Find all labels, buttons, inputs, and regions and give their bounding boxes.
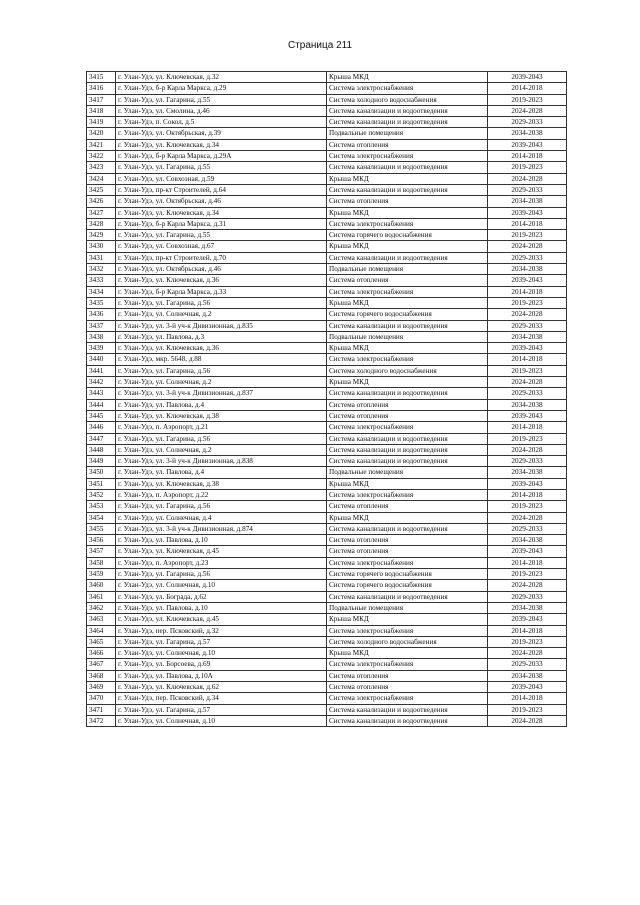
address-cell: г. Улан-Удэ, ул. Солнечная, д.2 xyxy=(116,377,327,388)
row-number: 3418 xyxy=(87,105,116,116)
system-cell: Система канализации и водоотведения xyxy=(327,252,488,263)
address-cell: г. Улан-Удэ, ул. Павлова, д.4 xyxy=(116,399,327,410)
table-row xyxy=(87,207,567,218)
address-cell: г. Улан-Удэ, мкр. 5648, д.88 xyxy=(116,354,327,365)
period-cell: 2034-2038 xyxy=(488,670,567,681)
row-number: 3463 xyxy=(87,614,116,625)
row-number: 3469 xyxy=(87,682,116,693)
address-cell: г. Улан-Удэ, ул. Борсоева, д.69 xyxy=(116,659,327,670)
period-cell: 2024-2028 xyxy=(488,241,567,252)
table-row xyxy=(87,151,567,162)
address-cell: г. Улан-Удэ, ул. Ключевская, д.32 xyxy=(116,72,327,83)
address-cell: г. Улан-Удэ, пер. Псковский, д.34 xyxy=(116,693,327,704)
address-cell: г. Улан-Удэ, ул. Ключевская, д.38 xyxy=(116,478,327,489)
table-row xyxy=(87,230,567,241)
period-cell: 2019-2023 xyxy=(488,501,567,512)
row-number: 3447 xyxy=(87,433,116,444)
system-cell: Крыша МКД xyxy=(327,241,488,252)
period-cell: 2029-2033 xyxy=(488,523,567,534)
system-cell: Подвальные помещения xyxy=(327,602,488,613)
table-row xyxy=(87,444,567,455)
period-cell: 2019-2023 xyxy=(488,365,567,376)
system-cell: Система канализации и водоотведения xyxy=(327,523,488,534)
row-number: 3440 xyxy=(87,354,116,365)
address-cell: г. Улан-Удэ, ул. Солнечная, д.10 xyxy=(116,715,327,726)
period-cell: 2029-2033 xyxy=(488,117,567,128)
row-number: 3427 xyxy=(87,207,116,218)
row-number: 3432 xyxy=(87,264,116,275)
address-cell: г. Улан-Удэ, ул. Павлова, д.3 xyxy=(116,331,327,342)
address-cell: г. Улан-Удэ, ул. Солнечная, д.2 xyxy=(116,444,327,455)
row-number: 3454 xyxy=(87,512,116,523)
table-row xyxy=(87,625,567,636)
table-row xyxy=(87,218,567,229)
address-cell: г. Улан-Удэ, п. Аэропорт, д.21 xyxy=(116,422,327,433)
system-cell: Система отопления xyxy=(327,670,488,681)
system-cell: Система отопления xyxy=(327,196,488,207)
period-cell: 2034-2038 xyxy=(488,399,567,410)
system-cell: Система электроснабжения xyxy=(327,489,488,500)
period-cell: 2019-2023 xyxy=(488,230,567,241)
table-row xyxy=(87,648,567,659)
row-number: 3449 xyxy=(87,456,116,467)
period-cell: 2039-2043 xyxy=(488,275,567,286)
table-row xyxy=(87,569,567,580)
system-cell: Крыша МКД xyxy=(327,207,488,218)
table-row xyxy=(87,535,567,546)
page-title: Страница 211 xyxy=(287,40,353,51)
system-cell: Система электроснабжения xyxy=(327,151,488,162)
period-cell: 2014-2018 xyxy=(488,489,567,500)
table-body xyxy=(87,72,567,727)
system-cell: Система горячего водоснабжения xyxy=(327,569,488,580)
table-row xyxy=(87,591,567,602)
system-cell: Система электроснабжения xyxy=(327,83,488,94)
system-cell: Крыша МКД xyxy=(327,648,488,659)
address-cell: г. Улан-Удэ, ул. Солнечная, д.2 xyxy=(116,309,327,320)
table-row xyxy=(87,614,567,625)
system-cell: Система электроснабжения xyxy=(327,422,488,433)
table-row xyxy=(87,388,567,399)
row-number: 3456 xyxy=(87,535,116,546)
row-number: 3458 xyxy=(87,557,116,568)
period-cell: 2019-2023 xyxy=(488,704,567,715)
address-cell: г. Улан-Удэ, б-р Карла Маркса, д.29А xyxy=(116,151,327,162)
period-cell: 2034-2038 xyxy=(488,535,567,546)
table-row xyxy=(87,422,567,433)
row-number: 3459 xyxy=(87,569,116,580)
table-row xyxy=(87,241,567,252)
address-cell: г. Улан-Удэ, п. Сокол, д.5 xyxy=(116,117,327,128)
table-row xyxy=(87,83,567,94)
table-row xyxy=(87,320,567,331)
system-cell: Система канализации и водоотведения xyxy=(327,433,488,444)
table-row xyxy=(87,704,567,715)
table-row xyxy=(87,354,567,365)
row-number: 3422 xyxy=(87,151,116,162)
row-number: 3424 xyxy=(87,173,116,184)
system-cell: Система канализации и водоотведения xyxy=(327,105,488,116)
period-cell: 2024-2028 xyxy=(488,377,567,388)
system-cell: Система отопления xyxy=(327,501,488,512)
address-cell: г. Улан-Удэ, пер. Псковский, д.32 xyxy=(116,625,327,636)
row-number: 3417 xyxy=(87,94,116,105)
period-cell: 2034-2038 xyxy=(488,467,567,478)
row-number: 3437 xyxy=(87,320,116,331)
address-cell: г. Улан-Удэ, ул. Ключевская, д.34 xyxy=(116,139,327,150)
period-cell: 2014-2018 xyxy=(488,151,567,162)
address-cell: г. Улан-Удэ, ул. 3-й уч-к Дивизионная, д.874 xyxy=(116,523,327,534)
system-cell: Система электроснабжения xyxy=(327,693,488,704)
table-row xyxy=(87,478,567,489)
table-row xyxy=(87,365,567,376)
address-cell: г. Улан-Удэ, ул. Ключевская, д.36 xyxy=(116,275,327,286)
table-row xyxy=(87,682,567,693)
address-cell: г. Улан-Удэ, п. Аэропорт, д.23 xyxy=(116,557,327,568)
period-cell: 2019-2023 xyxy=(488,94,567,105)
period-cell: 2014-2018 xyxy=(488,557,567,568)
table-row xyxy=(87,252,567,263)
row-number: 3436 xyxy=(87,309,116,320)
system-cell: Система отопления xyxy=(327,275,488,286)
period-cell: 2029-2033 xyxy=(488,320,567,331)
row-number: 3444 xyxy=(87,399,116,410)
period-cell: 2024-2028 xyxy=(488,309,567,320)
system-cell: Подвальные помещения xyxy=(327,128,488,139)
period-cell: 2034-2038 xyxy=(488,264,567,275)
period-cell: 2014-2018 xyxy=(488,354,567,365)
table-row xyxy=(87,467,567,478)
system-cell: Система канализации и водоотведения xyxy=(327,162,488,173)
period-cell: 2034-2038 xyxy=(488,602,567,613)
table-row xyxy=(87,399,567,410)
system-cell: Система холодного водоснабжения xyxy=(327,94,488,105)
system-cell: Система электроснабжения xyxy=(327,659,488,670)
address-cell: г. Улан-Удэ, б-р Карла Маркса, д.33 xyxy=(116,286,327,297)
system-cell: Крыша МКД xyxy=(327,72,488,83)
address-cell: г. Улан-Удэ, ул. Ключевская, д.45 xyxy=(116,546,327,557)
table-row xyxy=(87,433,567,444)
system-cell: Подвальные помещения xyxy=(327,264,488,275)
system-cell: Система холодного водоснабжения xyxy=(327,636,488,647)
system-cell: Система горячего водоснабжения xyxy=(327,230,488,241)
table-row xyxy=(87,580,567,591)
address-cell: г. Улан-Удэ, ул. Павлова, д.10 xyxy=(116,535,327,546)
system-cell: Крыша МКД xyxy=(327,343,488,354)
system-cell: Система горячего водоснабжения xyxy=(327,309,488,320)
period-cell: 2029-2033 xyxy=(488,456,567,467)
table-row xyxy=(87,309,567,320)
period-cell: 2029-2033 xyxy=(488,388,567,399)
table-row xyxy=(87,512,567,523)
system-cell: Подвальные помещения xyxy=(327,467,488,478)
address-cell: г. Улан-Удэ, ул. Гагарина, д.55 xyxy=(116,94,327,105)
period-cell: 2029-2033 xyxy=(488,252,567,263)
period-cell: 2024-2028 xyxy=(488,580,567,591)
system-cell: Система отопления xyxy=(327,139,488,150)
table-row xyxy=(87,410,567,421)
table-row xyxy=(87,105,567,116)
row-number: 3434 xyxy=(87,286,116,297)
row-number: 3472 xyxy=(87,715,116,726)
period-cell: 2019-2023 xyxy=(488,636,567,647)
system-cell: Крыша МКД xyxy=(327,173,488,184)
system-cell: Система электроснабжения xyxy=(327,354,488,365)
table-row xyxy=(87,501,567,512)
row-number: 3415 xyxy=(87,72,116,83)
address-cell: г. Улан-Удэ, ул. Гагарина, д.55 xyxy=(116,162,327,173)
table-row xyxy=(87,523,567,534)
period-cell: 2014-2018 xyxy=(488,693,567,704)
address-cell: г. Улан-Удэ, ул. Октябрьская, д.46 xyxy=(116,264,327,275)
table-row xyxy=(87,72,567,83)
system-cell: Крыша МКД xyxy=(327,377,488,388)
row-number: 3452 xyxy=(87,489,116,500)
system-cell: Система канализации и водоотведения xyxy=(327,184,488,195)
period-cell: 2014-2018 xyxy=(488,422,567,433)
row-number: 3460 xyxy=(87,580,116,591)
system-cell: Система канализации и водоотведения xyxy=(327,591,488,602)
address-cell: г. Улан-Удэ, ул. Гагарина, д.57 xyxy=(116,636,327,647)
period-cell: 2029-2033 xyxy=(488,591,567,602)
row-number: 3455 xyxy=(87,523,116,534)
table-row xyxy=(87,693,567,704)
period-cell: 2024-2028 xyxy=(488,105,567,116)
address-cell: г. Улан-Удэ, ул. 3-й уч-к Дивизионная, д.837 xyxy=(116,388,327,399)
address-cell: г. Улан-Удэ, ул. Павлова, д.10 xyxy=(116,602,327,613)
system-cell: Крыша МКД xyxy=(327,512,488,523)
period-cell: 2014-2018 xyxy=(488,625,567,636)
system-cell: Крыша МКД xyxy=(327,478,488,489)
table-row xyxy=(87,286,567,297)
address-cell: г. Улан-Удэ, ул. Совхозная, д.67 xyxy=(116,241,327,252)
address-cell: г. Улан-Удэ, ул. Павлова, д.10А xyxy=(116,670,327,681)
table-row xyxy=(87,117,567,128)
period-cell: 2024-2028 xyxy=(488,648,567,659)
row-number: 3467 xyxy=(87,659,116,670)
address-cell: г. Улан-Удэ, ул. Павлова, д.4 xyxy=(116,467,327,478)
table-row xyxy=(87,456,567,467)
row-number: 3445 xyxy=(87,410,116,421)
system-cell: Система электроснабжения xyxy=(327,286,488,297)
row-number: 3429 xyxy=(87,230,116,241)
system-cell: Крыша МКД xyxy=(327,614,488,625)
system-cell: Система электроснабжения xyxy=(327,557,488,568)
address-cell: г. Улан-Удэ, ул. Ключевская, д.34 xyxy=(116,207,327,218)
address-cell: г. Улан-Удэ, ул. 3-й уч-к Дивизионная, д.838 xyxy=(116,456,327,467)
row-number: 3466 xyxy=(87,648,116,659)
system-cell: Система отопления xyxy=(327,399,488,410)
system-cell: Система отопления xyxy=(327,535,488,546)
address-cell: г. Улан-Удэ, ул. Гагарина, д.56 xyxy=(116,365,327,376)
period-cell: 2039-2043 xyxy=(488,343,567,354)
system-cell: Крыша МКД xyxy=(327,297,488,308)
period-cell: 2039-2043 xyxy=(488,682,567,693)
address-cell: г. Улан-Удэ, ул. Ключевская, д.36 xyxy=(116,343,327,354)
address-cell: г. Улан-Удэ, ул. Смолина, д.46 xyxy=(116,105,327,116)
address-cell: г. Улан-Удэ, ул. Гагарина, д.55 xyxy=(116,230,327,241)
address-cell: г. Улан-Удэ, ул. Совхозная, д.59 xyxy=(116,173,327,184)
table-row xyxy=(87,162,567,173)
period-cell: 2029-2033 xyxy=(488,659,567,670)
address-cell: г. Улан-Удэ, ул. Гагарина, д.57 xyxy=(116,704,327,715)
system-cell: Система электроснабжения xyxy=(327,218,488,229)
table-row xyxy=(87,602,567,613)
row-number: 3471 xyxy=(87,704,116,715)
row-number: 3420 xyxy=(87,128,116,139)
address-cell: г. Улан-Удэ, ул. Ключевская, д.62 xyxy=(116,682,327,693)
period-cell: 2039-2043 xyxy=(488,139,567,150)
period-cell: 2014-2018 xyxy=(488,218,567,229)
table-row xyxy=(87,546,567,557)
address-cell: г. Улан-Удэ, ул. Октябрьская, д.39 xyxy=(116,128,327,139)
period-cell: 2039-2043 xyxy=(488,614,567,625)
address-cell: г. Улан-Удэ, ул. Гагарина, д.56 xyxy=(116,501,327,512)
table-row xyxy=(87,670,567,681)
row-number: 3468 xyxy=(87,670,116,681)
table-row xyxy=(87,557,567,568)
table-row xyxy=(87,377,567,388)
row-number: 3451 xyxy=(87,478,116,489)
system-cell: Система отопления xyxy=(327,546,488,557)
period-cell: 2019-2023 xyxy=(488,162,567,173)
period-cell: 2024-2028 xyxy=(488,444,567,455)
table-row xyxy=(87,196,567,207)
period-cell: 2039-2043 xyxy=(488,478,567,489)
table-row xyxy=(87,275,567,286)
row-number: 3442 xyxy=(87,377,116,388)
period-cell: 2024-2028 xyxy=(488,715,567,726)
row-number: 3419 xyxy=(87,117,116,128)
period-cell: 2019-2023 xyxy=(488,297,567,308)
row-number: 3470 xyxy=(87,693,116,704)
period-cell: 2024-2028 xyxy=(488,512,567,523)
row-number: 3433 xyxy=(87,275,116,286)
period-cell: 2019-2023 xyxy=(488,569,567,580)
row-number: 3450 xyxy=(87,467,116,478)
row-number: 3428 xyxy=(87,218,116,229)
row-number: 3421 xyxy=(87,139,116,150)
system-cell: Система канализации и водоотведения xyxy=(327,456,488,467)
system-cell: Система канализации и водоотведения xyxy=(327,320,488,331)
period-cell: 2014-2018 xyxy=(488,286,567,297)
address-cell: г. Улан-Удэ, ул. Гагарина, д.56 xyxy=(116,569,327,580)
table-row xyxy=(87,139,567,150)
address-cell: г. Улан-Удэ, ул. Гагарина, д.56 xyxy=(116,297,327,308)
row-number: 3462 xyxy=(87,602,116,613)
table-row xyxy=(87,297,567,308)
period-cell: 2029-2033 xyxy=(488,184,567,195)
row-number: 3441 xyxy=(87,365,116,376)
table-row xyxy=(87,264,567,275)
table-row xyxy=(87,128,567,139)
address-cell: г. Улан-Удэ, ул. 3-й уч-к Дивизионная, д.835 xyxy=(116,320,327,331)
period-cell: 2034-2038 xyxy=(488,331,567,342)
address-cell: г. Улан-Удэ, ул. Солнечная, д.4 xyxy=(116,512,327,523)
system-cell: Система канализации и водоотведения xyxy=(327,444,488,455)
row-number: 3464 xyxy=(87,625,116,636)
period-cell: 2039-2043 xyxy=(488,546,567,557)
table-row xyxy=(87,173,567,184)
address-cell: г. Улан-Удэ, ул. Солнечная, д.10 xyxy=(116,580,327,591)
system-cell: Система канализации и водоотведения xyxy=(327,388,488,399)
row-number: 3443 xyxy=(87,388,116,399)
table-row xyxy=(87,94,567,105)
address-cell: г. Улан-Удэ, п. Аэропорт, д.22 xyxy=(116,489,327,500)
row-number: 3416 xyxy=(87,83,116,94)
row-number: 3423 xyxy=(87,162,116,173)
row-number: 3448 xyxy=(87,444,116,455)
address-cell: г. Улан-Удэ, ул. Солнечная, д.10 xyxy=(116,648,327,659)
row-number: 3438 xyxy=(87,331,116,342)
address-cell: г. Улан-Удэ, ул. Гагарина, д.56 xyxy=(116,433,327,444)
row-number: 3430 xyxy=(87,241,116,252)
period-cell: 2039-2043 xyxy=(488,72,567,83)
address-cell: г. Улан-Удэ, пр-кт Строителей, д.64 xyxy=(116,184,327,195)
row-number: 3465 xyxy=(87,636,116,647)
system-cell: Система канализации и водоотведения xyxy=(327,117,488,128)
system-cell: Система отопления xyxy=(327,682,488,693)
row-number: 3461 xyxy=(87,591,116,602)
system-cell: Система горячего водоснабжения xyxy=(327,580,488,591)
period-cell: 2014-2018 xyxy=(488,83,567,94)
period-cell: 2034-2038 xyxy=(488,128,567,139)
row-number: 3426 xyxy=(87,196,116,207)
table-row xyxy=(87,715,567,726)
system-cell: Подвальные помещения xyxy=(327,331,488,342)
table-row xyxy=(87,489,567,500)
period-cell: 2034-2038 xyxy=(488,196,567,207)
address-cell: г. Улан-Удэ, пр-кт Строителей, д.70 xyxy=(116,252,327,263)
system-cell: Система канализации и водоотведения xyxy=(327,715,488,726)
table-row xyxy=(87,659,567,670)
table-row xyxy=(87,184,567,195)
row-number: 3453 xyxy=(87,501,116,512)
row-number: 3435 xyxy=(87,297,116,308)
repair-schedule-table xyxy=(86,71,567,727)
system-cell: Система холодного водоснабжения xyxy=(327,365,488,376)
period-cell: 2039-2043 xyxy=(488,207,567,218)
address-cell: г. Улан-Удэ, ул. Ключевская, д.38 xyxy=(116,410,327,421)
row-number: 3446 xyxy=(87,422,116,433)
row-number: 3439 xyxy=(87,343,116,354)
row-number: 3425 xyxy=(87,184,116,195)
period-cell: 2019-2023 xyxy=(488,433,567,444)
row-number: 3457 xyxy=(87,546,116,557)
row-number: 3431 xyxy=(87,252,116,263)
address-cell: г. Улан-Удэ, б-р Карла Маркса, д.31 xyxy=(116,218,327,229)
system-cell: Система отопления xyxy=(327,410,488,421)
system-cell: Система электроснабжения xyxy=(327,625,488,636)
system-cell: Система канализации и водоотведения xyxy=(327,704,488,715)
address-cell: г. Улан-Удэ, б-р Карла Маркса, д.29 xyxy=(116,83,327,94)
address-cell: г. Улан-Удэ, ул. Ключевская, д.45 xyxy=(116,614,327,625)
period-cell: 2039-2043 xyxy=(488,410,567,421)
address-cell: г. Улан-Удэ, ул. Бограда, д.62 xyxy=(116,591,327,602)
table-row xyxy=(87,636,567,647)
table-row xyxy=(87,331,567,342)
period-cell: 2024-2028 xyxy=(488,173,567,184)
address-cell: г. Улан-Удэ, ул. Октябрьская, д.46 xyxy=(116,196,327,207)
table-row xyxy=(87,343,567,354)
